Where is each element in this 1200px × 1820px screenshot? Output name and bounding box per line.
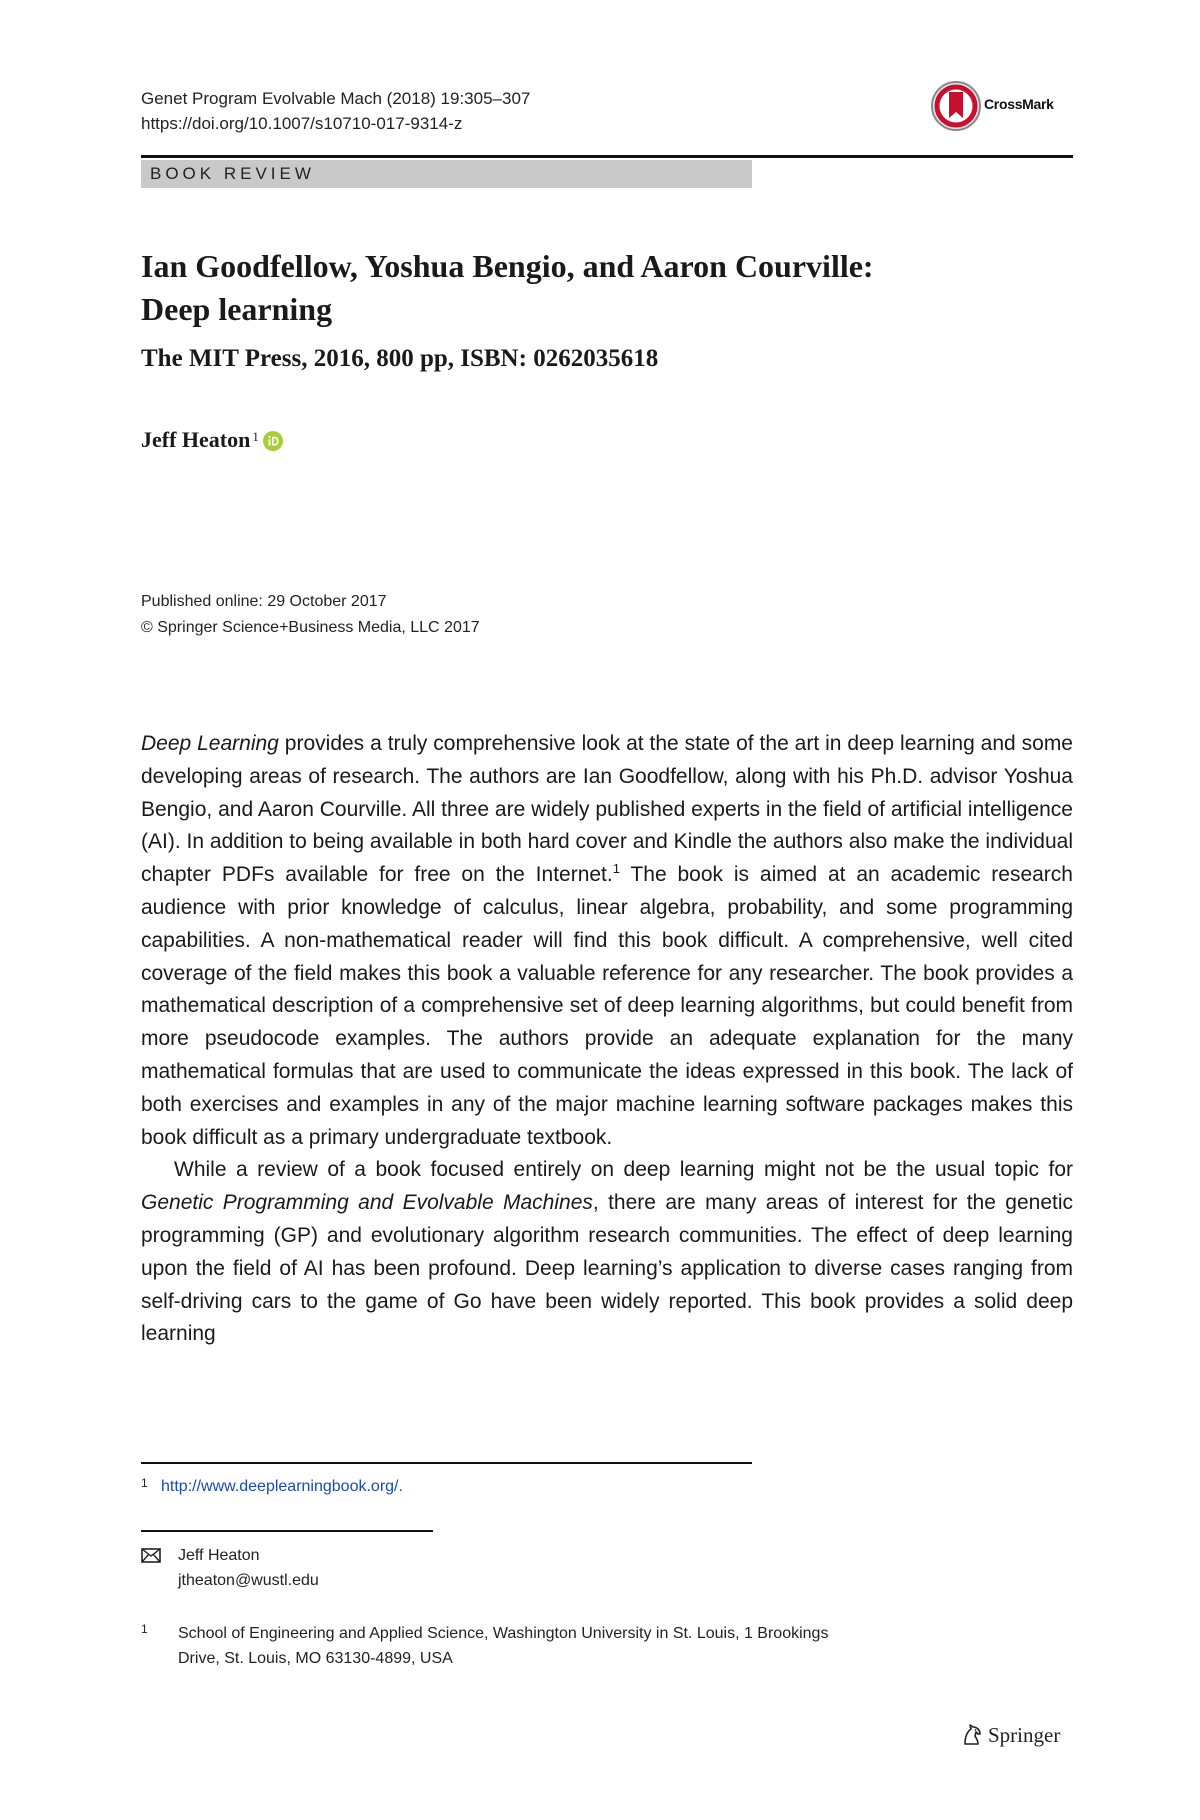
article-subtitle: The MIT Press, 2016, 800 pp, ISBN: 0262035618	[141, 345, 659, 372]
footnote-url-link[interactable]: http://www.deeplearningbook.org/.	[161, 1478, 403, 1495]
affiliation-number: 1	[141, 1622, 148, 1636]
body-text: provides a truly comprehensive look at the state of the art in deep learning and some developing areas of research. The authors are Ian Goodfellow, along with his Ph.D. advisor Yoshua Bengio, and Aaron Courville. All three are widely published experts in the field of artificial intelligence (AI). In addition to being available in both hard cover and Kindle the authors also make the individual chapter PDFs available for free on the Internet.	[141, 732, 1073, 887]
crossmark-label: CrossMark	[984, 96, 1054, 112]
article-title-line-2: Deep learning	[141, 291, 333, 327]
author-name: Jeff Heaton	[141, 427, 251, 452]
section-label: BOOK REVIEW	[150, 164, 315, 183]
contact-rule	[141, 1530, 433, 1532]
book-title-italic: Deep Learning	[141, 732, 279, 755]
body-paragraph-1	[141, 728, 1073, 1154]
contact-name: Jeff Heaton	[178, 1547, 260, 1564]
publisher-logo-label: Springer	[988, 1723, 1061, 1747]
affiliation-line-2: Drive, St. Louis, MO 63130-4899, USA	[178, 1650, 453, 1667]
crossmark-icon	[928, 78, 984, 134]
orcid-icon[interactable]	[263, 431, 283, 451]
affiliation-line-1: School of Engineering and Applied Science, Washington University in St. Louis, 1 Brookings	[178, 1625, 829, 1642]
author-affiliation-mark: 1	[252, 429, 259, 444]
copyright: © Springer Science+Business Media, LLC 2017	[141, 619, 480, 636]
body-paragraph-2	[141, 1154, 1073, 1351]
article-title-line-1: Ian Goodfellow, Yoshua Bengio, and Aaron Courville:	[141, 248, 874, 284]
journal-title-italic: Genetic Programming and Evolvable Machines	[141, 1191, 593, 1215]
footnote-number: 1	[141, 1476, 148, 1490]
published-online: Published online: 29 October 2017	[141, 593, 387, 610]
contact-email-link[interactable]: jtheaton@wustl.edu	[178, 1572, 319, 1589]
envelope-icon	[141, 1548, 161, 1563]
journal-citation: Genet Program Evolvable Mach (2018) 19:305–307	[141, 89, 531, 108]
header-rule	[141, 155, 1073, 158]
body-text: , there are many areas of interest for the genetic programming (GP) and evolutionary algorithm research communities. The effect of deep learning upon the field of AI has been profound. Deep learning’s application to diverse cases ranging from self-driving cars to the game of Go have been widely reported. This book provides a solid deep learning	[141, 1191, 1073, 1346]
springer-horse-icon	[959, 1722, 985, 1748]
footnote-rule	[141, 1462, 752, 1464]
author-line	[141, 425, 283, 455]
body-text: While a review of a book focused entirely on deep learning might not be the usual topic for	[174, 1158, 1073, 1182]
article-body	[141, 728, 1073, 1351]
body-text: The book is aimed at an academic research audience with prior knowledge of calculus, linear algebra, probability, and some programming capabilities. A non-mathematical reader will find this book difficult. A comprehensive, well cited coverage of the field makes this book a valuable reference for any researcher. The book provides a mathematical description of a comprehensive set of deep learning algorithms, but could benefit from more pseudocode examples. The authors provide an adequate explanation for the many mathematical formulas that are used to communicate the ideas expressed in this book. The lack of both exercises and examples in any of the major machine learning software packages makes this book difficult as a primary undergraduate textbook.	[141, 863, 1073, 1149]
doi-link[interactable]: https://doi.org/10.1007/s10710-017-9314-z	[141, 114, 463, 133]
footnote-reference[interactable]: 1	[612, 861, 620, 877]
